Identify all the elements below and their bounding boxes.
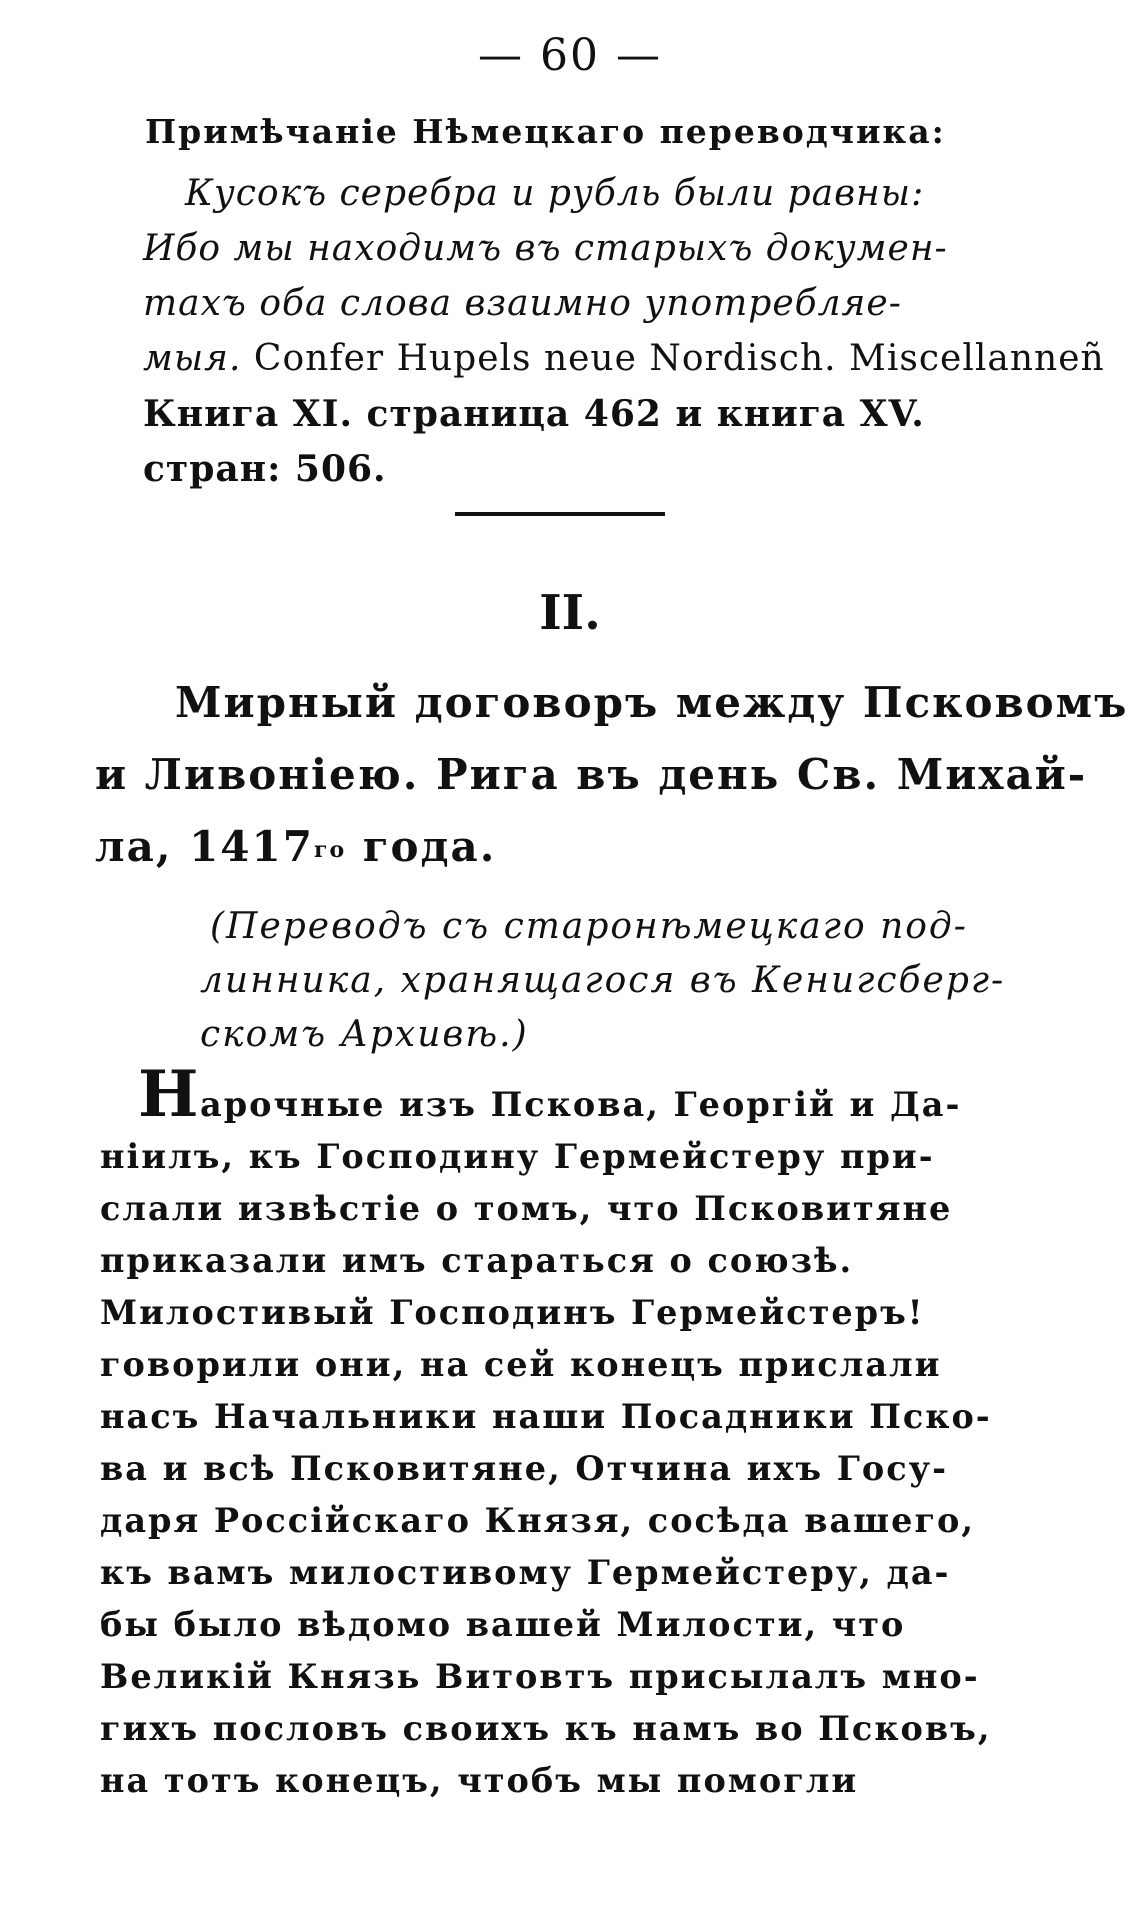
section-title-year-word: года. bbox=[346, 822, 497, 871]
note-line-1: Кусокъ серебра и рубль были равны: bbox=[185, 173, 925, 214]
body-line-9: даря Россійскаго Князя, сосѣда вашего, bbox=[100, 1501, 976, 1540]
body-line-11: бы было вѣдомо вашей Милости, что bbox=[100, 1605, 906, 1644]
section-number: II. bbox=[539, 585, 601, 641]
note-line-5: Книга XI. страница 462 и книга XV. bbox=[143, 393, 925, 435]
body-line-6: говорили они, на сей конецъ прислали bbox=[100, 1345, 942, 1384]
note-line-2: Ибо мы находимъ въ старыхъ докумен- bbox=[143, 228, 948, 269]
note-line-4-italic: мыя. bbox=[143, 338, 242, 379]
section-title-superscript: го bbox=[313, 837, 347, 863]
body-line-2: ніилъ, къ Господину Гермейстеру при- bbox=[100, 1137, 935, 1176]
subtitle-line-3: скомъ Архивѣ.) bbox=[200, 1014, 529, 1055]
body-line-8: ва и всѣ Псковитяне, Отчина ихъ Госу- bbox=[100, 1449, 949, 1488]
subtitle-line-1: (Переводъ съ старонѣмецкаго под- bbox=[210, 906, 968, 947]
body-line-1: арочные изъ Пскова, Георгій и Да- bbox=[200, 1085, 962, 1124]
note-heading: Примѣчаніе Нѣмецкаго переводчика: bbox=[145, 112, 946, 151]
section-title-line-1: Мирный договоръ между Псковомъ bbox=[175, 678, 1129, 727]
section-title-line-2: и Ливоніею. Рига въ день Св. Михай- bbox=[95, 750, 1088, 799]
body-line-7: насъ Начальники наши Посадники Пско- bbox=[100, 1397, 992, 1436]
page-number: — 60 — bbox=[478, 30, 662, 81]
body-line-10: къ вамъ милостивому Гермейстеру, да- bbox=[100, 1553, 951, 1592]
section-title-line-3 bbox=[95, 822, 496, 871]
body-line-13: гихъ пословъ своихъ къ намъ во Псковъ, bbox=[100, 1709, 992, 1748]
section-divider bbox=[455, 512, 665, 516]
drop-cap: Н bbox=[138, 1057, 199, 1132]
body-line-5: Милостивый Господинъ Гермейстеръ! bbox=[100, 1293, 925, 1332]
subtitle-line-2: линника, хранящагося въ Кенигсберг- bbox=[200, 960, 1006, 1001]
body-line-3: слали извѣстіе о томъ, что Псковитяне bbox=[100, 1189, 953, 1228]
section-title-date: ла, 1417 bbox=[95, 822, 314, 871]
body-line-4: приказали имъ стараться о союзѣ. bbox=[100, 1241, 854, 1280]
note-line-3: тахъ оба слова взаимно употребляе- bbox=[143, 283, 902, 324]
note-line-6: стран: 506. bbox=[143, 448, 387, 490]
body-line-14: на тотъ конецъ, чтобъ мы помогли bbox=[100, 1761, 859, 1800]
note-line-4-latin: Confer Hupels neue Nordisch. Miscellanneñ bbox=[241, 338, 1105, 379]
note-line-4 bbox=[143, 338, 1105, 379]
body-line-12: Великій Князь Витовтъ присылалъ мно- bbox=[100, 1657, 980, 1696]
